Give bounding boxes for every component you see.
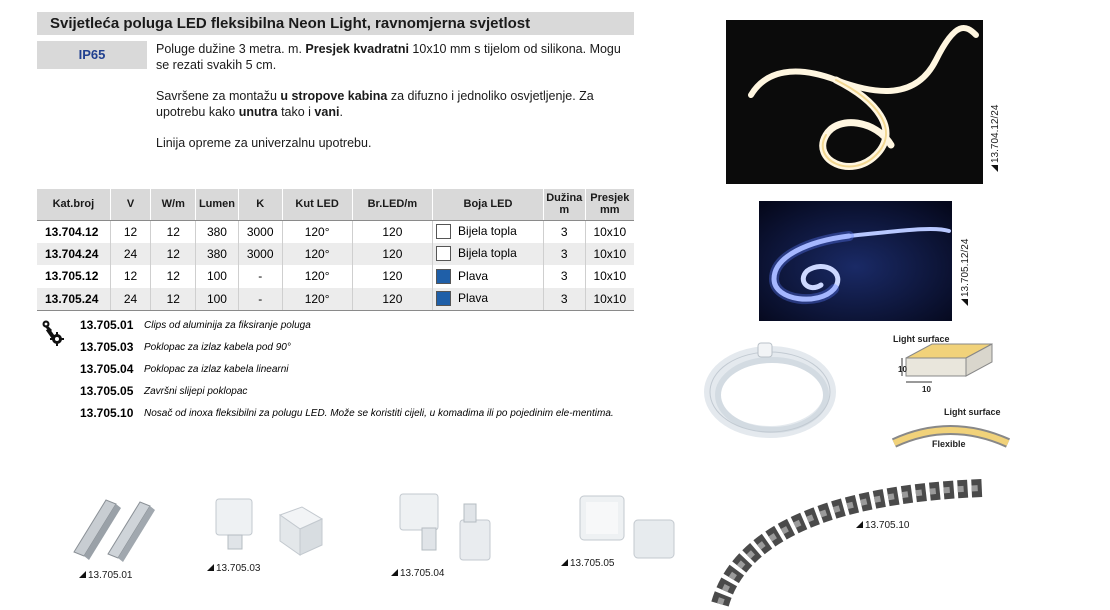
profile-cross-section-diagram (892, 340, 1002, 398)
list-item: 13.705.05 Završni slijepi poklopac (80, 384, 248, 398)
triangle-marker-icon (991, 165, 998, 172)
table-row: 13.705.12 12 12 100 - 120° 120 Plava 3 10x10 (37, 265, 634, 288)
ip-rating-badge: IP65 (37, 41, 147, 69)
flexible-label: Flexible (932, 439, 966, 449)
col-kut: Kut LED (282, 189, 352, 220)
blue-neon-photo (759, 201, 952, 321)
dimension-width-label: 10 (922, 385, 931, 394)
color-swatch (436, 269, 451, 284)
color-swatch (436, 246, 451, 261)
triangle-marker-icon (207, 564, 214, 571)
list-item: 13.705.10 Nosač od inoxa fleksibilni za polugu LED. Može se koristiti cijeli, u komadima ili po pojedinim ele-mentima. (80, 406, 614, 420)
list-item: 13.705.03 Poklopac za izlaz kabela pod 90° (80, 340, 291, 354)
light-surface-label-2: Light surface (944, 407, 1001, 417)
caption-13-705-03: 13.705.03 (207, 563, 261, 574)
accessories-list (80, 318, 640, 428)
aluminium-clips-photo (66, 490, 164, 566)
triangle-marker-icon (79, 571, 86, 578)
col-wm: W/m (151, 189, 196, 220)
warm-photo-label: 13.704.12/24 (990, 105, 1001, 172)
light-surface-label: Light surface (893, 334, 950, 344)
silicone-coil-photo (700, 335, 840, 445)
triangle-marker-icon (856, 521, 863, 528)
triangle-marker-icon (561, 559, 568, 566)
triangle-marker-icon (391, 569, 398, 576)
description-paragraph-1: Poluge dužine 3 metra. m. Presjek kvadratni 10x10 mm s tijelom od silikona. Mogu se rezati svakih 5 cm. (156, 42, 621, 72)
color-swatch (436, 291, 451, 306)
blue-photo-label: 13.705.12/24 (960, 239, 971, 306)
table-row: 13.704.12 12 12 380 3000 120° 120 Bijela topla 3 10x10 (37, 220, 634, 243)
product-description (156, 42, 636, 168)
col-kat: Kat.broj (37, 189, 110, 220)
page-title: Svijetleća poluga LED fleksibilna Neon Light, ravnomjerna svjetlost (37, 12, 634, 35)
tools-icon (42, 320, 66, 346)
table-row: 13.705.24 24 12 100 - 120° 120 Plava 3 10x10 (37, 288, 634, 311)
inox-flexible-holder-photo (710, 474, 986, 608)
color-swatch (436, 224, 451, 239)
blind-end-cap-photo (572, 490, 682, 560)
col-boja: Boja LED (433, 189, 544, 220)
list-item: 13.705.04 Poklopac za izlaz kabela linearni (80, 362, 289, 376)
col-br: Br.LED/m (352, 189, 432, 220)
caption-13-705-05: 13.705.05 (561, 558, 615, 569)
linear-cable-cap-photo (392, 490, 502, 568)
table-row: 13.704.24 24 12 380 3000 120° 120 Bijela topla 3 10x10 (37, 243, 634, 266)
col-v: V (110, 189, 151, 220)
end-cap-90-photo (210, 493, 330, 563)
caption-13-705-01: 13.705.01 (79, 570, 133, 581)
description-paragraph-2: Savršene za montažu u stropove kabina za difuzno i jednoliko osvjetljenje. Za upotrebu kako unutra tako i vani. (156, 89, 594, 119)
col-k: K (238, 189, 282, 220)
col-duzina: Dužina m (543, 189, 585, 220)
spec-table (37, 189, 634, 311)
table-header-row (37, 189, 634, 220)
triangle-marker-icon (961, 299, 968, 306)
col-lumen: Lumen (196, 189, 239, 220)
dimension-height-label: 10 (898, 365, 907, 374)
col-presjek: Presjek mm (585, 189, 634, 220)
list-item: 13.705.01 Clips od aluminija za fiksiranje poluga (80, 318, 311, 332)
warm-white-neon-photo (726, 20, 983, 184)
caption-13-705-04: 13.705.04 (391, 568, 445, 579)
description-paragraph-3: Linija opreme za univerzalnu upotrebu. (156, 136, 372, 150)
caption-13-705-10: 13.705.10 (856, 520, 910, 531)
